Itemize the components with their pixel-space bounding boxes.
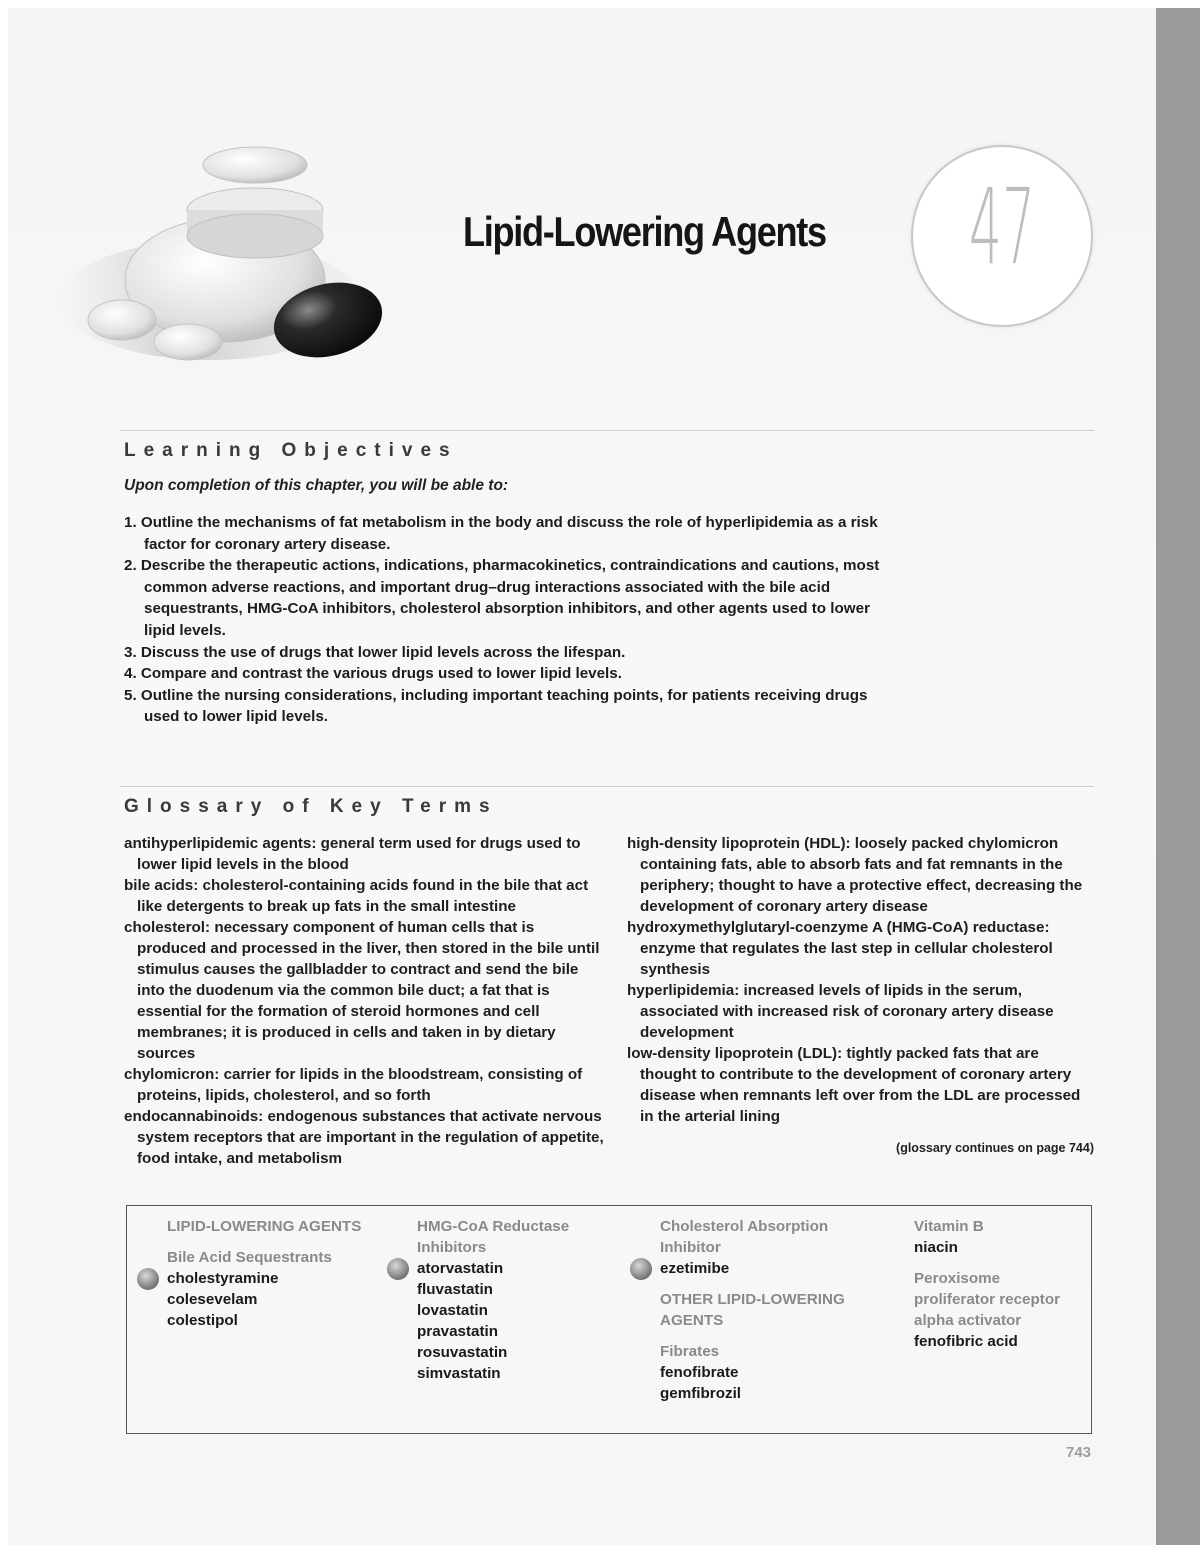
glossary-definition: general term used for drugs used to lower lipid levels in the blood (137, 835, 581, 873)
divider-rule (120, 786, 1094, 787)
glossary-entry (124, 875, 604, 917)
glossary-definition: cholesterol-containing acids found in the bile that act like detergents to break up fats in the small intestine (137, 877, 589, 915)
divider-rule (120, 430, 1094, 431)
drug-column-cholesterol-absorption (660, 1216, 860, 1404)
glossary-term: antihyperlipidemic agents: (124, 835, 317, 852)
top-capsule (203, 147, 307, 183)
drug-name: simvastatin (417, 1365, 501, 1382)
drug-column-vitamin-fibric (914, 1216, 1064, 1352)
drug-subcategory: Fibrates (660, 1343, 720, 1360)
glossary-term: hydroxymethylglutaryl-coenzyme A (HMG-CoA) reductase: (627, 919, 1050, 936)
drug-name: lovastatin (417, 1302, 488, 1319)
objectives-list (124, 512, 894, 728)
drug-name: rosuvastatin (417, 1344, 508, 1361)
glossary-definition: necessary component of human cells that is produced and processed in the liver, then stored in the bile until stimulus causes the gallbladder to contract and send the bile into the duodenum via the common bile duct; a fat that is essential for the formation of steroid hormones and cell membranes; it is produced in cells and taken in by dietary sources (137, 919, 600, 1062)
prototype-drug-name: cholestyramine (167, 1270, 279, 1287)
prototype-drug-icon (387, 1258, 409, 1280)
drug-category-header: Cholesterol Absorption Inhibitor (660, 1218, 829, 1256)
drug-name: fenofibric acid (914, 1333, 1018, 1350)
drug-name: gemfibrozil (660, 1385, 742, 1402)
glossary-heading: Glossary of Key Terms (124, 796, 498, 817)
glossary-definition: loosely packed chylomicron containing fats, able to absorb fats and fat remnants in the periphery; thought to have a protective effect, decreasing the development of coronary artery disease (640, 835, 1083, 915)
small-tablet-front (154, 324, 222, 360)
glossary-term: low-density lipoprotein (LDL): (627, 1045, 843, 1062)
glossary-term: bile acids: (124, 877, 199, 894)
objective-item: 2. Describe the therapeutic actions, indications, pharmacokinetics, contraindications and cautions, most common adverse reactions, and important drug–drug interactions associated with the bile acid sequestrants, HMG-CoA inhibitors, cholesterol absorption inhibitors, and other agents used to lower lipid levels. (124, 557, 880, 639)
learning-objectives-heading: Learning Objectives (124, 440, 458, 461)
drug-name: niacin (914, 1239, 958, 1256)
drug-category-header: OTHER LIPID-LOWERING AGENTS (660, 1291, 845, 1329)
prototype-drug (660, 1258, 860, 1279)
glossary-definition: tightly packed fats that are thought to contribute to the development of coronary artery disease when remnants left over from the LDL are processed in the arterial lining (640, 1045, 1081, 1125)
drug-name: colesevelam (167, 1291, 258, 1308)
prototype-drug (167, 1268, 367, 1289)
drug-category-header: HMG-CoA Reductase Inhibitors (417, 1218, 570, 1256)
middle-tablet-bottom (187, 214, 323, 258)
drug-name: colestipol (167, 1312, 238, 1329)
drug-name: fenofibrate (660, 1364, 739, 1381)
glossary-continuation-note: (glossary continues on page 744) (896, 1141, 1094, 1155)
drug-name: pravastatin (417, 1323, 499, 1340)
glossary-definition: increased levels of lipids in the serum, associated with increased risk of coronary artery disease development (640, 982, 1054, 1041)
prototype-drug-name: atorvastatin (417, 1260, 504, 1277)
objective-item: 1. Outline the mechanisms of fat metabolism in the body and discuss the role of hyperlipidemia as a risk factor for coronary artery disease. (124, 514, 878, 553)
glossary-left-column (124, 833, 604, 1169)
drug-category-header: Peroxisome proliferator receptor alpha activator (914, 1270, 1061, 1329)
objectives-intro: Upon completion of this chapter, you will be able to: (124, 477, 509, 494)
drug-column-hmg-coa (417, 1216, 602, 1384)
drug-category-header: Vitamin B (914, 1218, 984, 1235)
glossary-definition: endogenous substances that activate nervous system receptors that are important in the regulation of appetite, food intake, and metabolism (137, 1108, 604, 1167)
prototype-drug-icon (137, 1268, 159, 1290)
glossary-entry (627, 833, 1097, 917)
chapter-number: 47 (968, 166, 1036, 288)
chapter-title: Lipid-Lowering Agents (463, 208, 826, 255)
prototype-drug (417, 1258, 602, 1279)
glossary-entry (124, 833, 604, 875)
objective-item: 5. Outline the nursing considerations, including important teaching points, for patients receiving drugs used to lower lipid levels. (124, 686, 868, 726)
glossary-term: chylomicron: (124, 1066, 220, 1083)
drug-column-bile-acid (167, 1216, 367, 1331)
prototype-drug-icon (630, 1258, 652, 1280)
glossary-entry (124, 1064, 604, 1106)
glossary-entry (627, 917, 1097, 980)
glossary-entry (124, 1106, 604, 1169)
objective-item: 3. Discuss the use of drugs that lower lipid levels across the lifespan. (124, 643, 626, 661)
drug-name: fluvastatin (417, 1281, 493, 1298)
glossary-term: cholesterol: (124, 919, 211, 936)
glossary-right-column (627, 833, 1097, 1127)
page-number: 743 (1066, 1444, 1092, 1461)
page-edge-bar (1156, 8, 1200, 1545)
glossary-entry (627, 1043, 1097, 1127)
prototype-drug-name: ezetimibe (660, 1260, 730, 1277)
objective-item: 4. Compare and contrast the various drugs used to lower lipid levels. (124, 665, 622, 683)
pills-illustration (60, 110, 390, 410)
glossary-term: high-density lipoprotein (HDL): (627, 835, 851, 852)
glossary-definition: enzyme that regulates the last step in cellular cholesterol synthesis (640, 940, 1053, 978)
glossary-term: endocannabinoids: (124, 1108, 264, 1125)
glossary-definition: carrier for lipids in the bloodstream, consisting of proteins, lipids, cholesterol, and so forth (137, 1066, 583, 1104)
glossary-entry (124, 917, 604, 1064)
chapter-number-badge (911, 145, 1093, 327)
drug-category-header: LIPID-LOWERING AGENTS (167, 1218, 362, 1235)
small-tablet-left (88, 300, 156, 340)
glossary-term: hyperlipidemia: (627, 982, 740, 999)
glossary-entry (627, 980, 1097, 1043)
drug-subcategory: Bile Acid Sequestrants (167, 1249, 332, 1266)
